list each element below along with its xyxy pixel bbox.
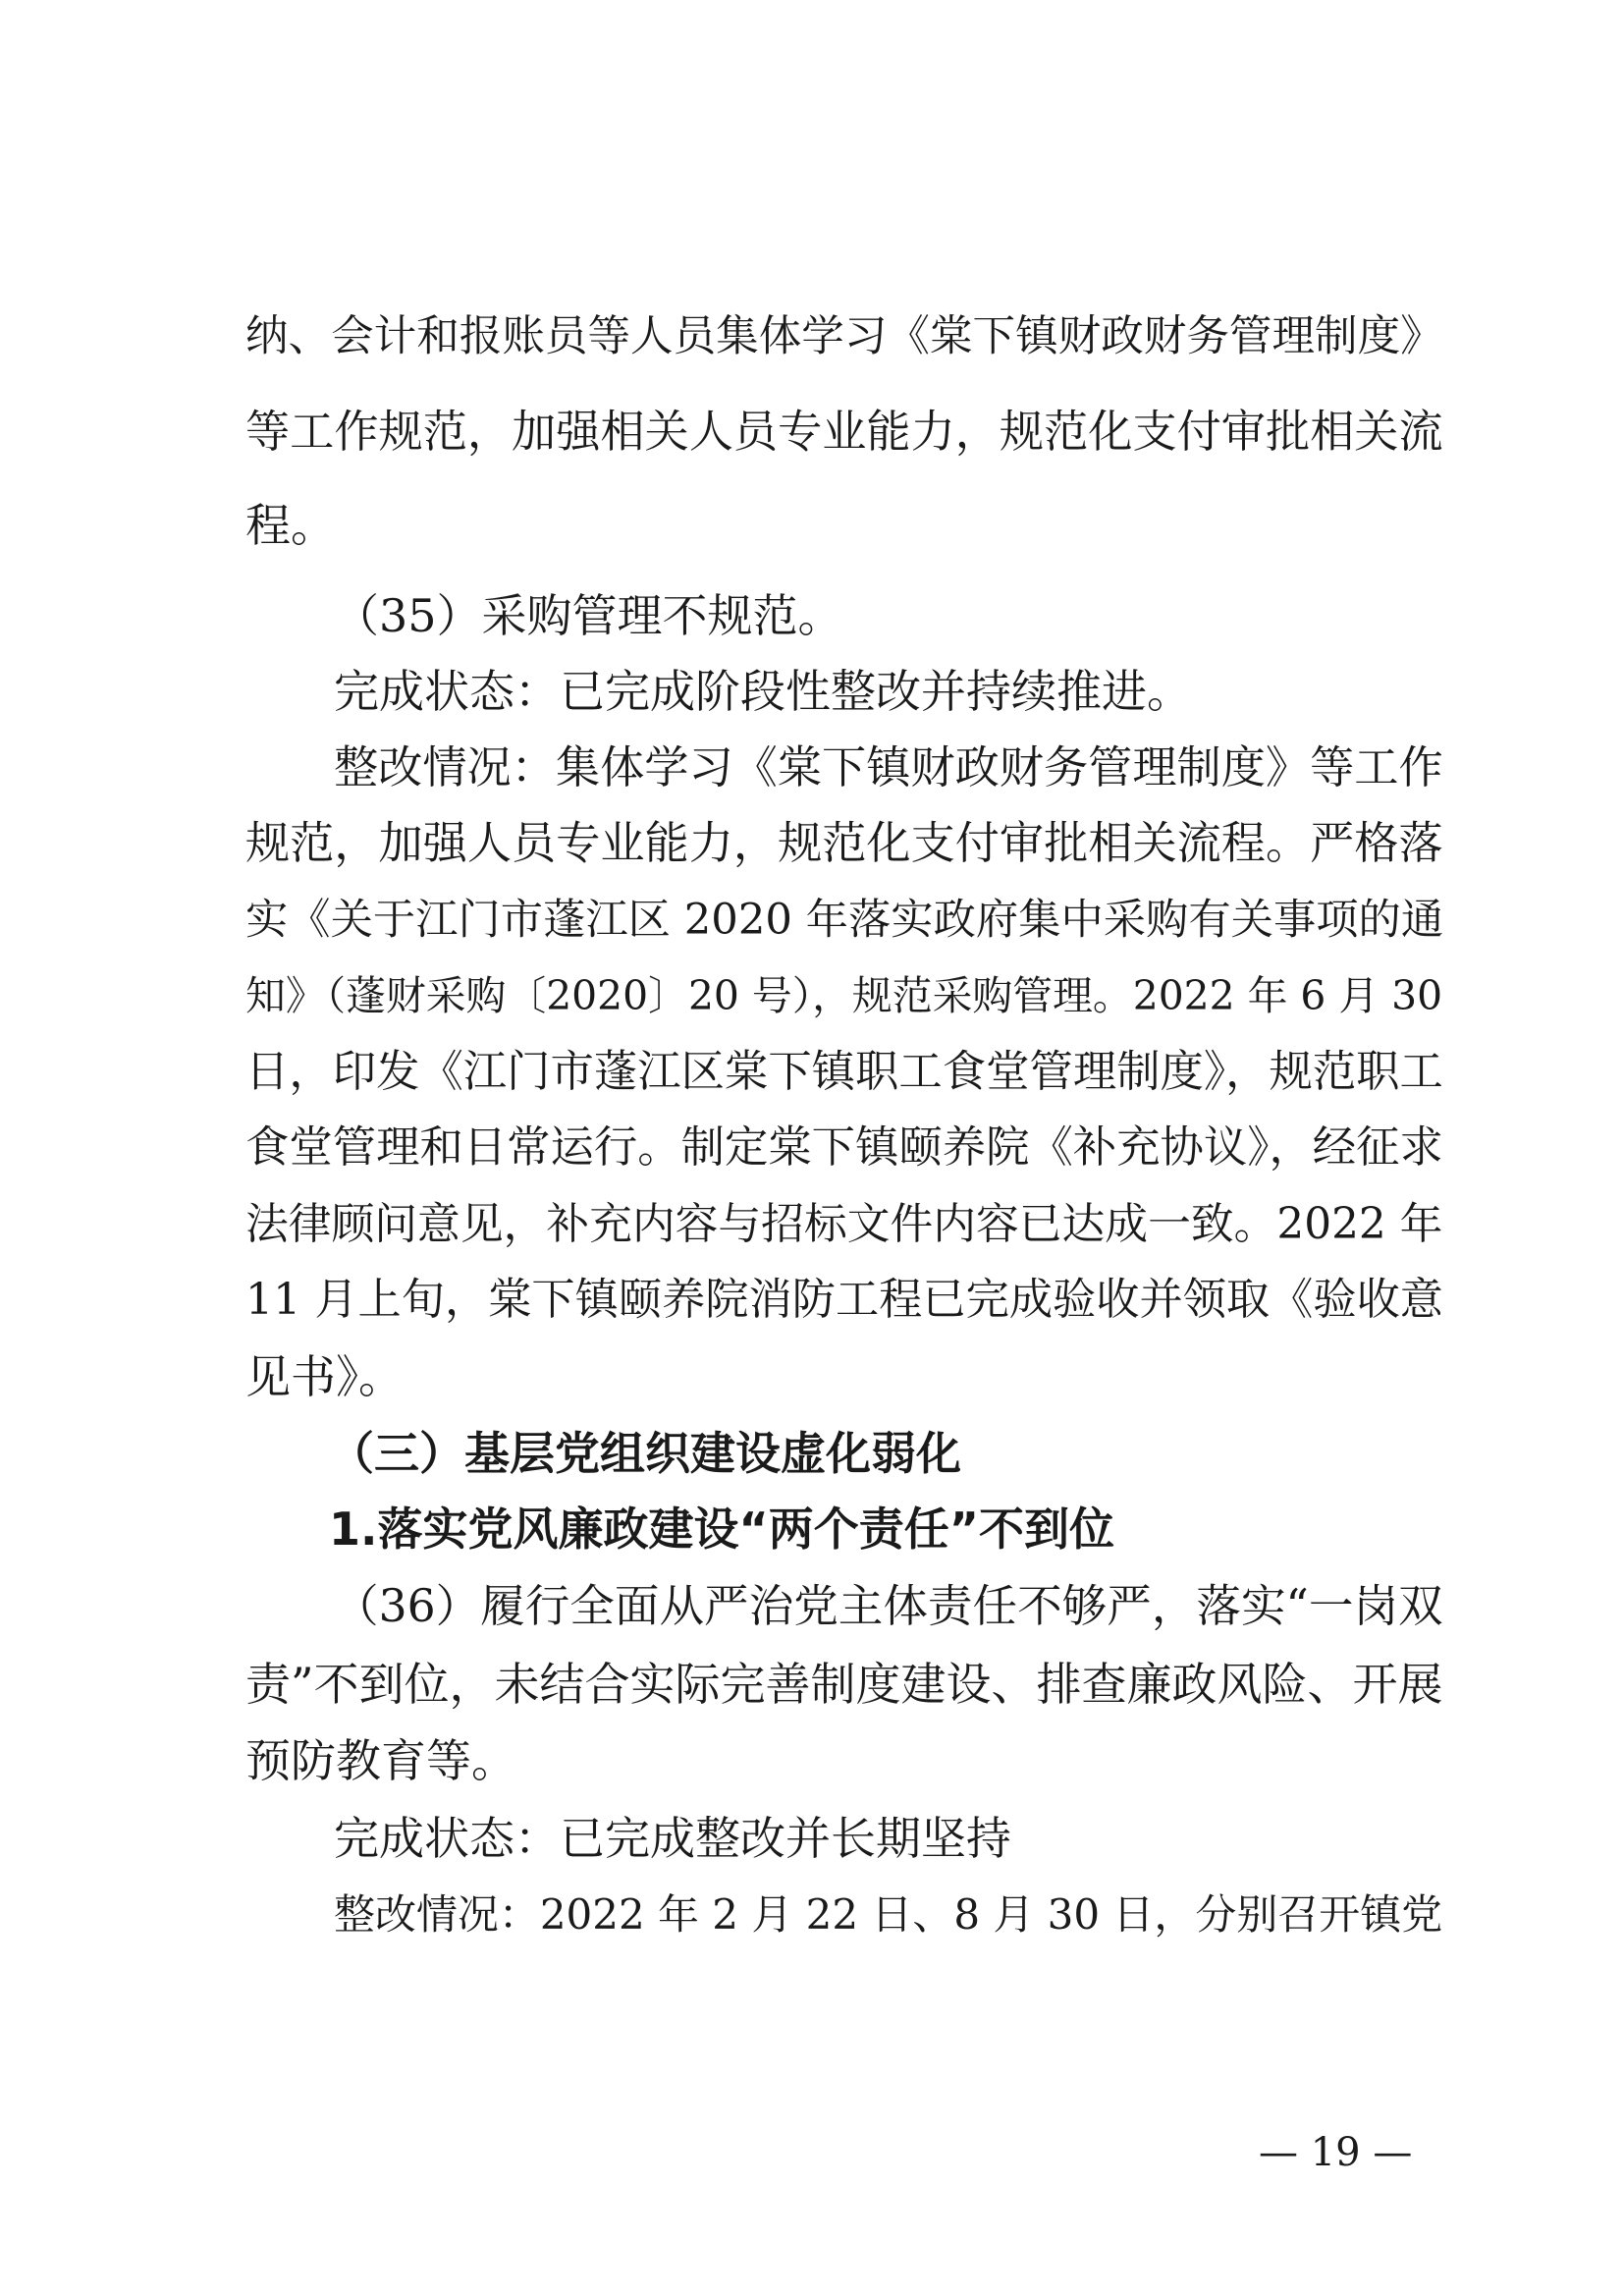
text-line: 法律顾问意见，补充内容与招标文件内容已达成一致。2022 年 [245,1199,1443,1249]
text-line: 责”不到位，未结合实际完善制度建设、排查廉政风险、开展 [245,1658,1443,1711]
page-number: — 19 — [1259,2130,1413,2175]
text-line: 食堂管理和日常运行。制定棠下镇颐养院《补充协议》，经征求 [245,1122,1443,1173]
text-line: 实《关于江门市蓬江区 2020 年落实政府集中采购有关事项的通 [245,896,1444,945]
text-line: 规范，加强人员专业能力，规范化支付审批相关流程。严格落 [245,817,1443,869]
text-line: 纳、会计和报账员等人员集体学习《棠下镇财政财务管理制度》 [245,312,1443,361]
status-line: 完成状态：已完成阶段性整改并持续推进。 [334,665,1192,718]
text-line: （36）履行全面从严治党主体责任不够严，落实“一岗双 [334,1580,1443,1632]
text-line: 等工作规范，加强相关人员专业能力，规范化支付审批相关流 [245,406,1443,458]
text-line: 11 月上旬，棠下镇颐养院消防工程已完成验收并领取《验收意 [245,1275,1444,1325]
text-line: 预防教育等。 [245,1734,516,1787]
text-line: 程。 [245,499,336,552]
section-heading: （三）基层党组织建设虚化弱化 [329,1427,961,1480]
status-line: 完成状态：已完成整改并长期坚持 [334,1812,1011,1865]
subsection-heading: 1.落实党风廉政建设“两个责任”不到位 [329,1503,1114,1556]
text-line: 日，印发《江门市蓬江区棠下镇职工食堂管理制度》，规范职工 [245,1047,1443,1097]
text-line: 整改情况：2022 年 2 月 22 日、8 月 30 日，分别召开镇党 [334,1890,1443,1939]
text-line: 知》（蓬财采购〔2020〕20 号），规范采购管理。2022 年 6 月 30 [245,972,1443,1019]
text-line: 整改情况：集体学习《棠下镇财政财务管理制度》等工作 [334,741,1443,793]
item-title: （35）采购管理不规范。 [334,589,843,642]
text-line: 见书》。 [245,1350,404,1403]
